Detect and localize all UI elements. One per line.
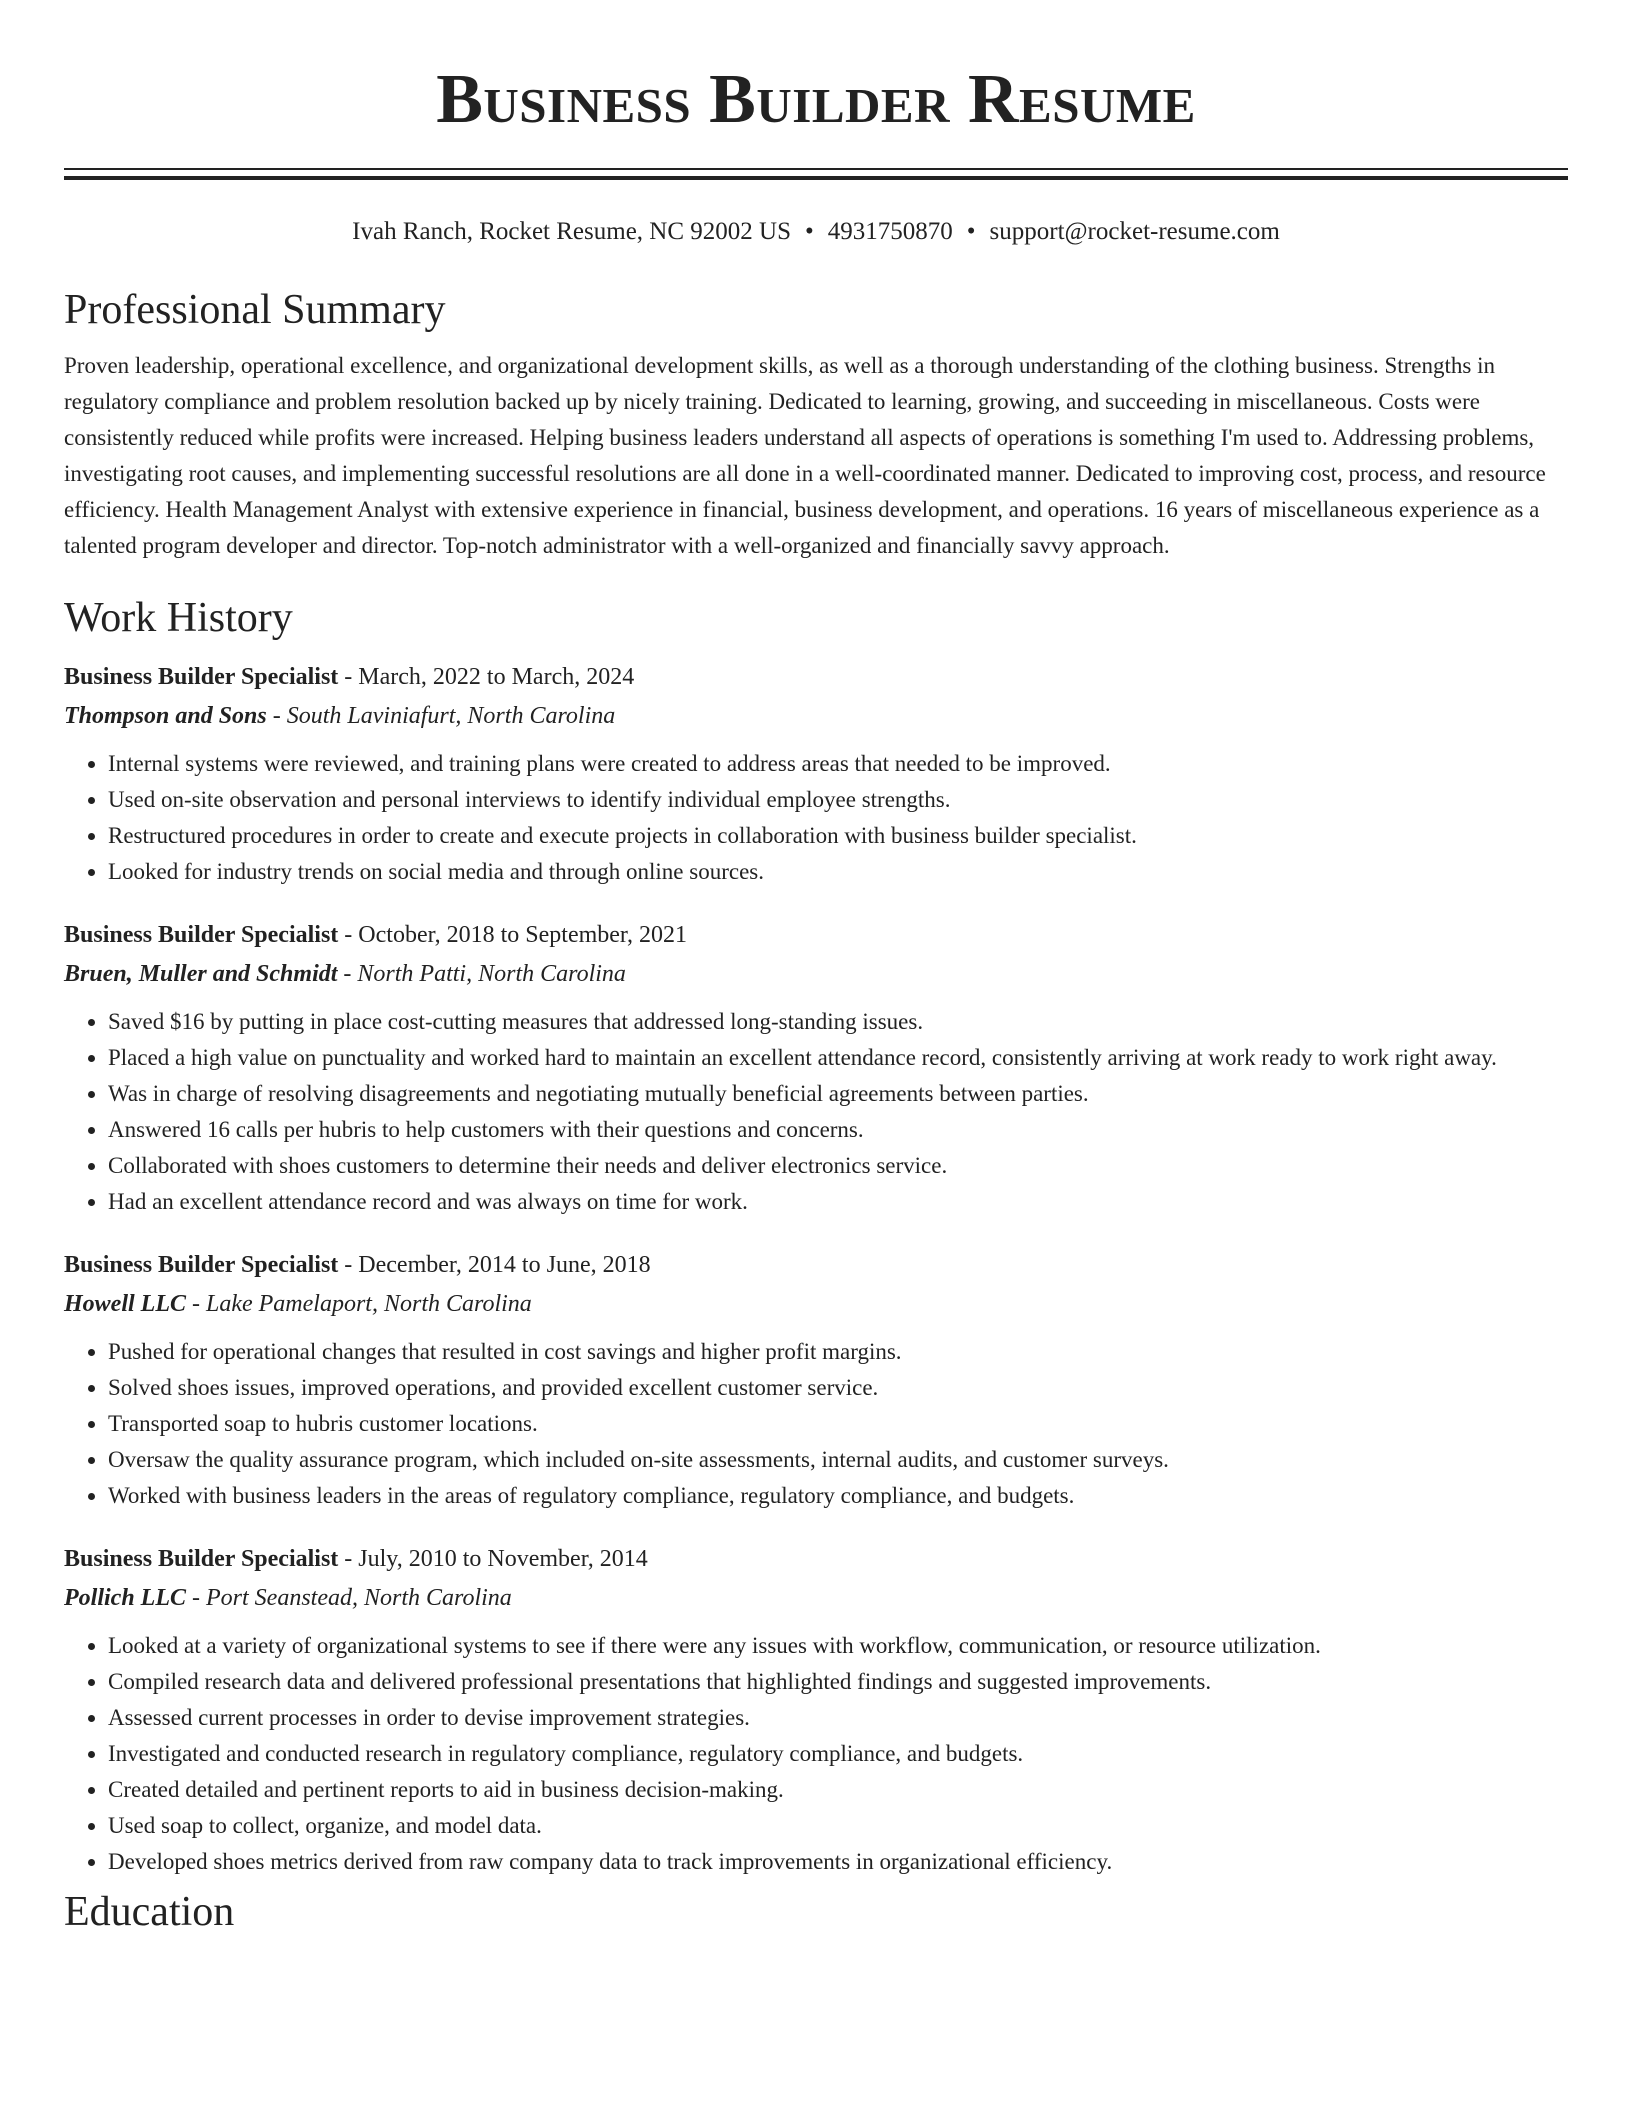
job-dates: - March, 2022 to March, 2024 <box>338 664 635 690</box>
job-bullet: • Was in charge of resolving disagreements and negotiating mutually beneficial agreements between parties. <box>108 1076 1568 1112</box>
job-bullet: • Pushed for operational changes that resulted in cost savings and higher profit margins. <box>108 1334 1568 1370</box>
contact-separator: • <box>966 218 976 245</box>
company-location: - North Patti, North Carolina <box>337 961 626 987</box>
job-bullet: • Worked with business leaders in the areas of regulatory compliance, regulatory compliance, and budgets. <box>108 1478 1568 1514</box>
job-bullet: • Used on-site observation and personal interviews to identify individual employee strengths. <box>108 782 1568 818</box>
company-location: - Lake Pamelaport, North Carolina <box>186 1291 532 1317</box>
company-name: Howell LLC <box>64 1291 186 1317</box>
contact-info <box>64 216 1568 248</box>
work-history-heading: Work History <box>64 595 293 641</box>
job-bullet: • Answered 16 calls per hubris to help customers with their questions and concerns. <box>108 1112 1568 1148</box>
job-bullet: • Created detailed and pertinent reports to aid in business decision-making. <box>108 1772 1568 1808</box>
company-line <box>64 696 1568 736</box>
job-bullet: • Compiled research data and delivered professional presentations that highlighted findings and suggested improvements. <box>108 1664 1568 1700</box>
job-entry <box>64 1540 1568 1880</box>
job-title: Business Builder Specialist <box>64 1252 339 1278</box>
job-title: Business Builder Specialist <box>64 664 339 690</box>
contact-email: support@rocket-resume.com <box>989 218 1280 245</box>
title-divider-thin <box>64 168 1568 170</box>
job-title: Business Builder Specialist <box>64 922 339 948</box>
job-bullet: • Had an excellent attendance record and was always on time for work. <box>108 1184 1568 1220</box>
job-bullet: • Used soap to collect, organize, and model data. <box>108 1808 1568 1844</box>
job-bullet: • Restructured procedures in order to create and execute projects in collaboration with business builder specialist. <box>108 818 1568 854</box>
job-entry <box>64 1246 1568 1514</box>
education-heading: Education <box>64 1889 235 1935</box>
job-title-line <box>64 1540 1568 1578</box>
job-bullet: • Internal systems were reviewed, and training plans were created to address areas that needed to be improved. <box>108 746 1568 782</box>
contact-phone: 4931750870 <box>827 218 953 245</box>
job-bullet: • Placed a high value on punctuality and worked hard to maintain an excellent attendance record, consistently arriving at work ready to work right away. <box>108 1040 1568 1076</box>
job-bullet: • Saved $16 by putting in place cost-cutting measures that addressed long-standing issues. <box>108 1004 1568 1040</box>
job-bullet: • Developed shoes metrics derived from raw company data to track improvements in organizational efficiency. <box>108 1844 1568 1880</box>
job-bullet: • Oversaw the quality assurance program, which included on-site assessments, internal audits, and customer surveys. <box>108 1442 1568 1478</box>
company-line <box>64 1284 1568 1324</box>
job-entry <box>64 916 1568 1220</box>
company-line <box>64 954 1568 994</box>
company-name: Pollich LLC <box>64 1585 186 1611</box>
job-bullet: • Solved shoes issues, improved operations, and provided excellent customer service. <box>108 1370 1568 1406</box>
summary-heading: Professional Summary <box>64 287 446 333</box>
job-bullet: • Investigated and conducted research in regulatory compliance, regulatory compliance, and budgets. <box>108 1736 1568 1772</box>
resume-title: Business Builder Resume <box>436 61 1196 138</box>
summary-text: Proven leadership, operational excellence, and organizational development skills, as well as a thorough understanding of the clothing business. Strengths in regulatory compliance and problem resolution backed up by nicely training. Dedicated to learning, growing, and succeeding in miscellaneous. Costs were consistently reduced while profits were increased. Helping business leaders understand all aspects of operations is something I'm used to. Addressing problems, investigating root causes, and implementing successful resolutions are all done in a well-coordinated manner. Dedicated to improving cost, process, and resource efficiency. Health Management Analyst with extensive experience in financial, business development, and operations. 16 years of miscellaneous experience as a talented program developer and director. Top-notch administrator with a well-organized and financially savvy approach. <box>64 353 1546 558</box>
title-divider-thick <box>64 176 1568 180</box>
job-bullet: • Collaborated with shoes customers to determine their needs and deliver electronics service. <box>108 1148 1568 1184</box>
job-title-line <box>64 658 1568 696</box>
contact-address: Ivah Ranch, Rocket Resume, NC 92002 US <box>352 218 791 245</box>
company-name: Thompson and Sons <box>64 703 267 729</box>
company-location: - South Laviniafurt, North Carolina <box>266 703 616 729</box>
contact-separator: • <box>805 218 814 245</box>
job-dates: - October, 2018 to September, 2021 <box>338 922 687 948</box>
job-title-line <box>64 1246 1568 1284</box>
job-bullet: • Looked for industry trends on social media and through online sources. <box>108 854 1568 890</box>
job-bullet: • Assessed current processes in order to devise improvement strategies. <box>108 1700 1568 1736</box>
job-bullets <box>64 1334 1568 1514</box>
job-bullet: • Looked at a variety of organizational systems to see if there were any issues with workflow, communication, or resource utilization. <box>108 1628 1568 1664</box>
company-location: - Port Seanstead, North Carolina <box>186 1585 512 1611</box>
job-bullets <box>64 1004 1568 1220</box>
job-bullets <box>64 1628 1568 1880</box>
job-dates: - July, 2010 to November, 2014 <box>338 1546 648 1572</box>
company-line <box>64 1578 1568 1618</box>
job-bullet: • Transported soap to hubris customer locations. <box>108 1406 1568 1442</box>
job-title-line <box>64 916 1568 954</box>
job-entry <box>64 658 1568 890</box>
company-name: Bruen, Muller and Schmidt <box>64 961 338 987</box>
job-title: Business Builder Specialist <box>64 1546 339 1572</box>
job-bullets <box>64 746 1568 890</box>
job-dates: - December, 2014 to June, 2018 <box>338 1252 651 1278</box>
